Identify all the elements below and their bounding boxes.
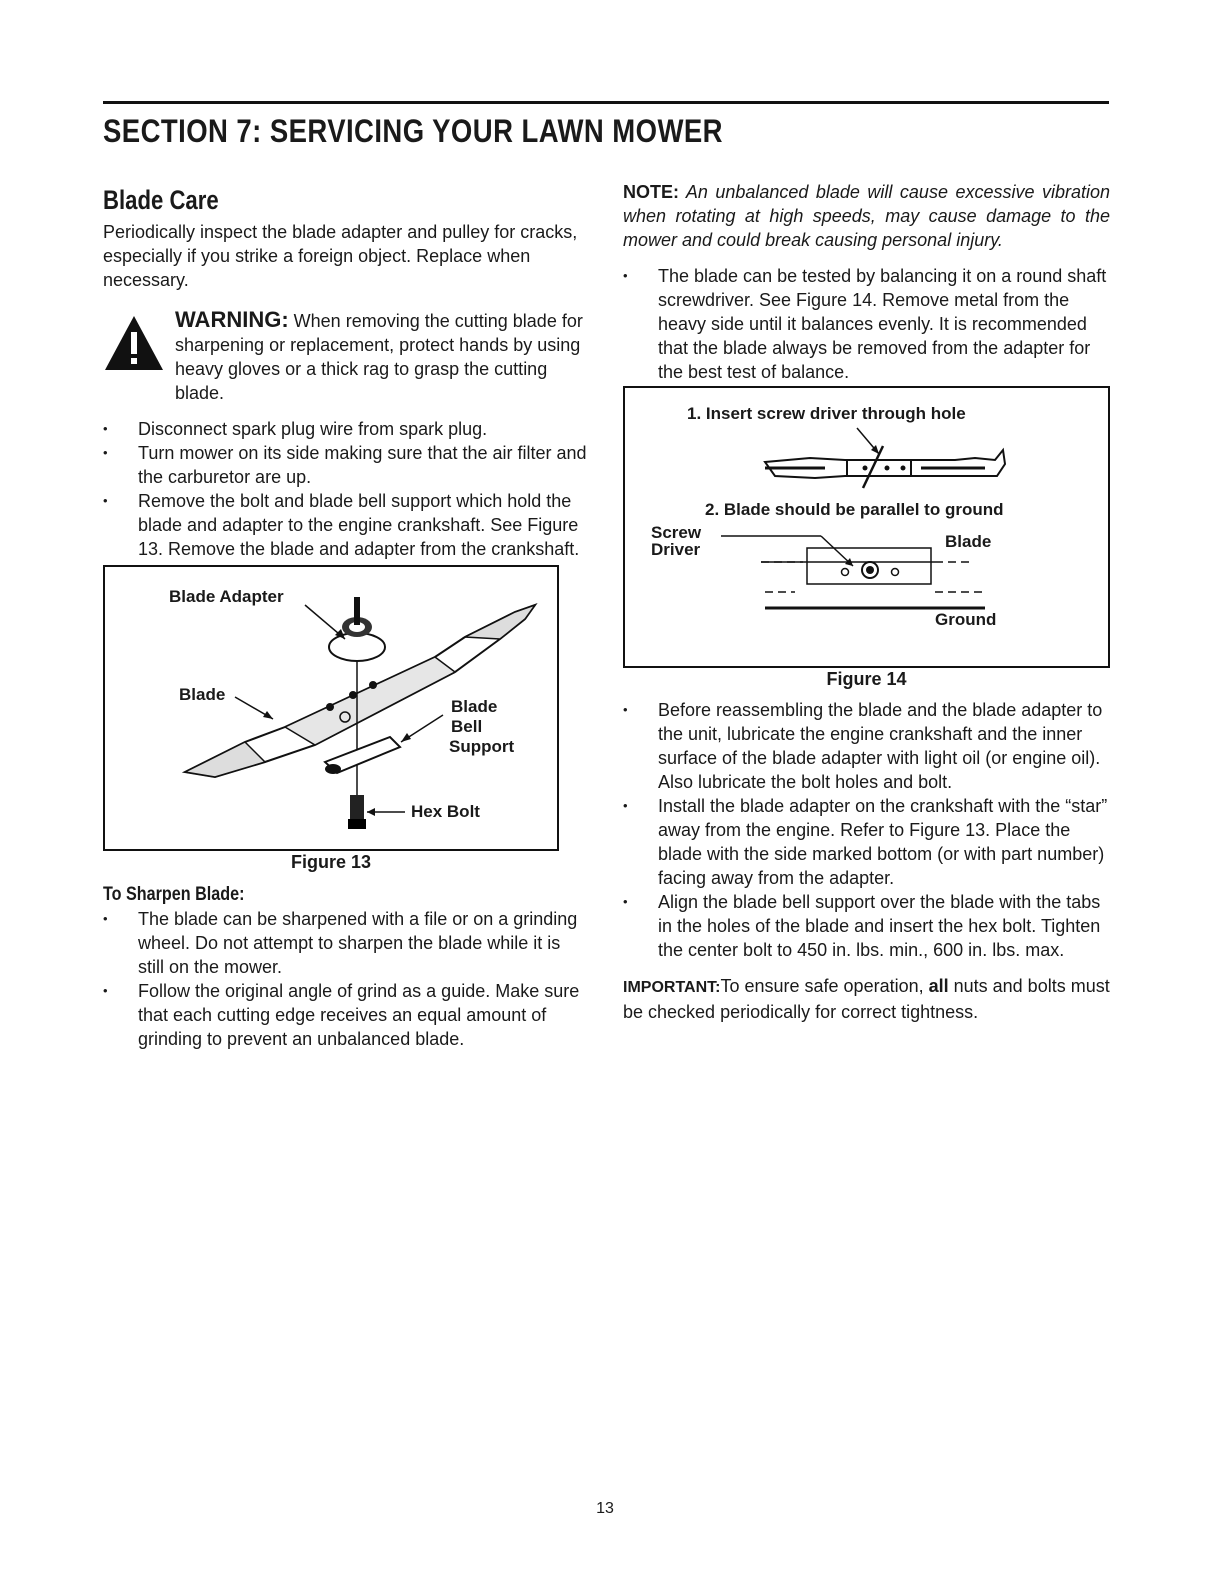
left-column — [103, 180, 588, 1051]
sharpen-heading: To Sharpen Blade: — [103, 884, 245, 905]
label-screw: Screw — [651, 523, 702, 542]
important-label: IMPORTANT: — [623, 979, 721, 996]
label-blade: Blade — [179, 685, 226, 704]
label-bell-support-2: Bell — [451, 717, 483, 736]
top-rule — [103, 101, 1109, 104]
section-title: SECTION 7: SERVICING YOUR LAWN MOWER — [103, 113, 723, 149]
label-step-2: 2. Blade should be parallel to ground — [705, 500, 1004, 519]
figure-14-caption: Figure 14 — [826, 669, 907, 689]
list-item: • The blade can be tested by balancing it on a round shaft screwdriver. See Figure 14. Remove metal from the heavy side until it balances evenly. It is recommended that the blade always be removed from the adapter for the best test of balance. — [623, 264, 1110, 384]
warning-paragraph — [175, 308, 588, 405]
list-item: • Turn mower on its side making sure that the air filter and the carburetor are up. — [103, 441, 588, 489]
warning-triangle-icon — [103, 314, 165, 372]
sharpen-steps — [103, 907, 588, 1051]
label-bell-support-1: Blade — [451, 697, 498, 716]
list-item: • Align the blade bell support over the blade with the tabs in the holes of the blade and insert the hex bolt. Tighten the center bolt to 450 in. lbs. min., 600 in. lbs. max. — [623, 890, 1110, 962]
label-driver: Driver — [651, 540, 701, 559]
list-item: • Follow the original angle of grind as a guide. Make sure that each cutting edge receives an equal amount of grinding to prevent an unbalanced blade. — [103, 979, 588, 1051]
list-item: • The blade can be sharpened with a file or on a grinding wheel. Do not attempt to sharpen the blade while it is still on the mower. — [103, 907, 588, 979]
blade-care-intro: Periodically inspect the blade adapter and pulley for cracks, especially if you strike a foreign object. Replace when necessary. — [103, 222, 578, 290]
blade-care-steps — [103, 417, 588, 561]
important-text-1: To ensure safe operation, — [720, 976, 929, 996]
label-blade: Blade — [945, 532, 992, 551]
list-item: • Disconnect spark plug wire from spark plug. — [103, 417, 588, 441]
balance-steps — [623, 264, 1110, 384]
note-paragraph — [623, 180, 1110, 252]
figure-13-caption: Figure 13 — [290, 852, 372, 872]
important-text-2: nuts and bolts must be checked periodically for correct tightness. — [623, 976, 1110, 1022]
important-bold-word: all — [928, 976, 949, 996]
list-item: • Install the blade adapter on the crankshaft with the “star” away from the engine. Refer to Figure 13. Place the blade with the side marked bottom (or with part number) facing away from the adapter. — [623, 794, 1110, 890]
label-step-1: 1. Insert screw driver through hole — [687, 404, 966, 423]
list-item: • Before reassembling the blade and the blade adapter to the unit, lubricate the engine crankshaft and the inner surface of the blade adapter with light oil (or engine oil). Also lubricate the bolt holes and bolt. — [623, 698, 1110, 794]
figure-14-box — [623, 386, 1110, 668]
warning-block — [103, 308, 588, 405]
label-ground: Ground — [935, 610, 997, 629]
note-label: NOTE: — [623, 182, 679, 202]
blade-care-heading: Blade Care — [103, 185, 219, 215]
label-hex-bolt: Hex Bolt — [411, 802, 480, 821]
important-paragraph — [623, 974, 1110, 1024]
warning-text: When removing the cutting blade for sharpening or replacement, protect hands by using heavy gloves or a thick rag to grasp the cutting blade. — [175, 311, 583, 403]
list-item: • Remove the bolt and blade bell support which hold the blade and adapter to the engine crankshaft. See Figure 13. Remove the blade and adapter from the crankshaft. — [103, 489, 588, 561]
reassembly-steps — [623, 698, 1110, 962]
right-column — [623, 180, 1110, 1024]
warning-title: WARNING: — [175, 307, 289, 332]
label-blade-adapter: Blade Adapter — [169, 587, 284, 606]
label-bell-support-3: Support — [449, 737, 515, 756]
note-text: An unbalanced blade will cause excessive vibration when rotating at high speeds, may cause damage to the mower and could break causing personal injury. — [623, 182, 1110, 250]
figure-13-box — [103, 565, 559, 851]
page-number: 13 — [596, 1500, 614, 1517]
